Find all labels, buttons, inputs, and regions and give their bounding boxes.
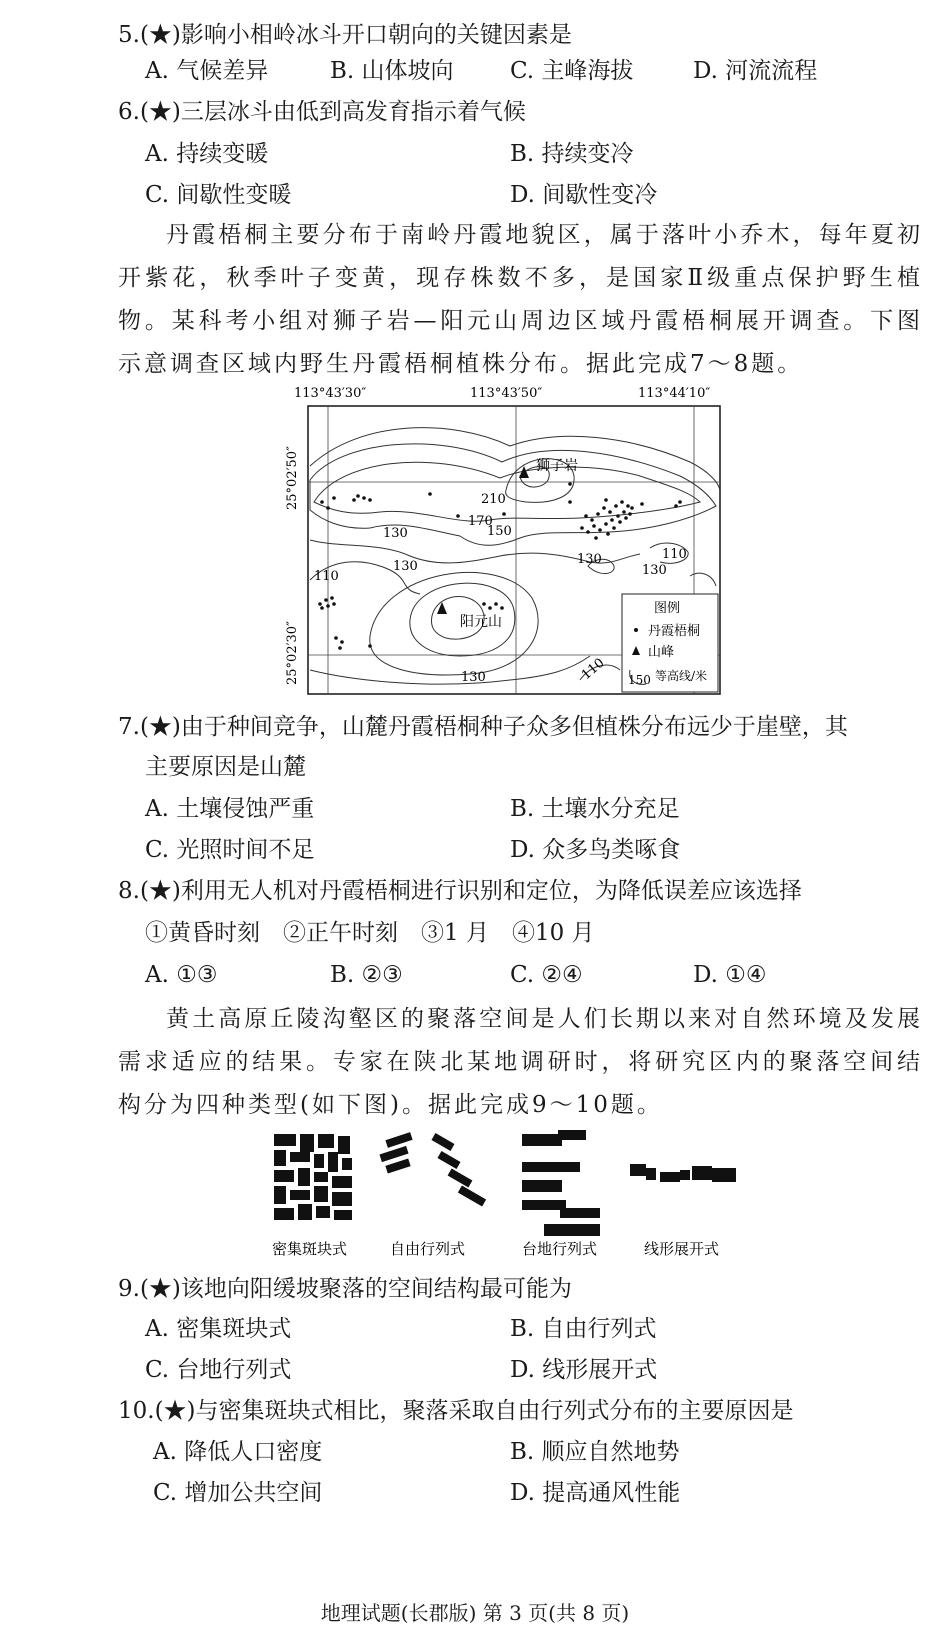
q5-option-d: D. 河流流程 [693, 58, 818, 84]
q10-option-c: C. 增加公共空间 [153, 1480, 323, 1506]
contour-value: 130 [393, 559, 418, 574]
contour-value: 210 [481, 492, 506, 507]
pattern-label-free-row: 自由行列式 [390, 1240, 466, 1258]
contour-value: 170 [468, 514, 493, 529]
q5-option-c: C. 主峰海拔 [510, 58, 634, 84]
lon-label-2: 113°43′50″ [470, 386, 543, 401]
pattern-label-terrace-row: 台地行列式 [522, 1240, 598, 1258]
q5-option-b: B. 山体坡向 [330, 58, 454, 84]
pattern-dense-patch [274, 1134, 352, 1220]
q8-option-d: D. ①④ [693, 962, 767, 988]
q7-option-c: C. 光照时间不足 [145, 837, 315, 863]
legend-contour-label: 等高线/米 [655, 669, 708, 683]
pattern-label-dense: 密集斑块式 [272, 1240, 348, 1258]
q6-stem: 6.(★)三层冰斗由低到高发育指示着气候 [118, 99, 526, 125]
q9-option-b: B. 自由行列式 [510, 1316, 657, 1342]
contour-value: 130 [577, 552, 602, 567]
q10-option-b: B. 顺应自然地势 [510, 1439, 680, 1465]
page-footer: 地理试题(长郡版) 第 3 页(共 8 页) [320, 1601, 630, 1625]
legend-tree-dot [634, 628, 638, 632]
pattern-terrace-row [522, 1130, 600, 1236]
legend-contour-value: 150 [628, 673, 651, 687]
lat-label-2: 25°02′30″ [285, 621, 300, 685]
pattern-free-row [379, 1132, 486, 1206]
q10-option-d: D. 提高通风性能 [510, 1480, 681, 1506]
q9-option-c: C. 台地行列式 [145, 1357, 292, 1383]
q10-option-a: A. 降低人口密度 [153, 1439, 323, 1465]
q7-option-a: A. 土壤侵蚀严重 [145, 796, 315, 822]
q8-option-b: B. ②③ [330, 962, 403, 988]
passage-danxia: 丹霞梧桐主要分布于南岭丹霞地貌区，属于落叶小乔木，每年夏初开紫花，秋季叶子变黄，现存株数不多，是国家Ⅱ级重点保护野生植物。某科考小组对狮子岩—阳元山周边区域丹霞梧桐展开调查。下图示意调查区域内野生丹霞梧桐植株分布。据此完成7～8题。 [118, 222, 923, 377]
contour-value: 150 [487, 524, 512, 539]
q8-option-c: C. ②④ [510, 962, 583, 988]
q9-stem: 9.(★)该地向阳缓坡聚落的空间结构最可能为 [118, 1276, 572, 1302]
q8-stem: 8.(★)利用无人机对丹霞梧桐进行识别和定位，为降低误差应该选择 [118, 878, 802, 904]
q10-stem: 10.(★)与密集斑块式相比，聚落采取自由行列式分布的主要原因是 [118, 1398, 794, 1424]
contour-value: 110 [662, 547, 687, 562]
q5-stem: 5.(★)影响小相岭冰斗开口朝向的关键因素是 [118, 22, 572, 48]
q7-option-b: B. 土壤水分充足 [510, 796, 680, 822]
q7-stem-line1: 7.(★)由于种间竞争，山麓丹霞梧桐种子众多但植株分布远少于崖壁，其 [118, 714, 848, 740]
pattern-label-linear: 线形展开式 [644, 1240, 720, 1258]
q9-option-d: D. 线形展开式 [510, 1357, 658, 1383]
q6-option-d: D. 间歇性变冷 [510, 182, 658, 208]
q8-items: ①黄昏时刻 ②正午时刻 ③1 月 ④10 月 [145, 920, 595, 946]
map-legend [622, 594, 718, 692]
q7-stem-line2: 主要原因是山麓 [145, 754, 306, 780]
legend-peak-label: 山峰 [648, 645, 675, 660]
settlement-patterns-figure [260, 1128, 780, 1268]
q6-option-c: C. 间歇性变暖 [145, 182, 292, 208]
lon-label-3: 113°44′10″ [638, 386, 711, 401]
q6-option-b: B. 持续变冷 [510, 141, 634, 167]
contour-map [270, 380, 740, 700]
passage-loess: 黄土高原丘陵沟壑区的聚落空间是人们长期以来对自然环境及发展需求适应的结果。专家在陕北某地调研时，将研究区内的聚落空间结构分为四种类型(如下图)。据此完成9～10题。 [118, 1006, 923, 1118]
q5-option-a: A. 气候差异 [145, 58, 269, 84]
contour-value: 130 [642, 563, 667, 578]
contour-value: 110 [578, 655, 608, 684]
legend-title: 图例 [654, 601, 681, 616]
q8-option-a: A. ①③ [145, 962, 218, 988]
lon-label-1: 113°43′30″ [294, 386, 367, 401]
contour-value: 130 [383, 526, 408, 541]
q7-option-d: D. 众多鸟类啄食 [510, 837, 681, 863]
peak-label-yangyuanshan: 阳元山 [460, 614, 502, 630]
contour-value: 130 [461, 670, 486, 685]
q9-option-a: A. 密集斑块式 [145, 1316, 292, 1342]
contour-value: 110 [314, 569, 339, 584]
pattern-linear-spread [630, 1164, 736, 1182]
peak-label-shiziyan: 狮子岩 [536, 458, 578, 474]
legend-tree-label: 丹霞梧桐 [648, 624, 701, 639]
lat-label-1: 25°02′50″ [285, 446, 300, 510]
q6-option-a: A. 持续变暖 [145, 141, 269, 167]
